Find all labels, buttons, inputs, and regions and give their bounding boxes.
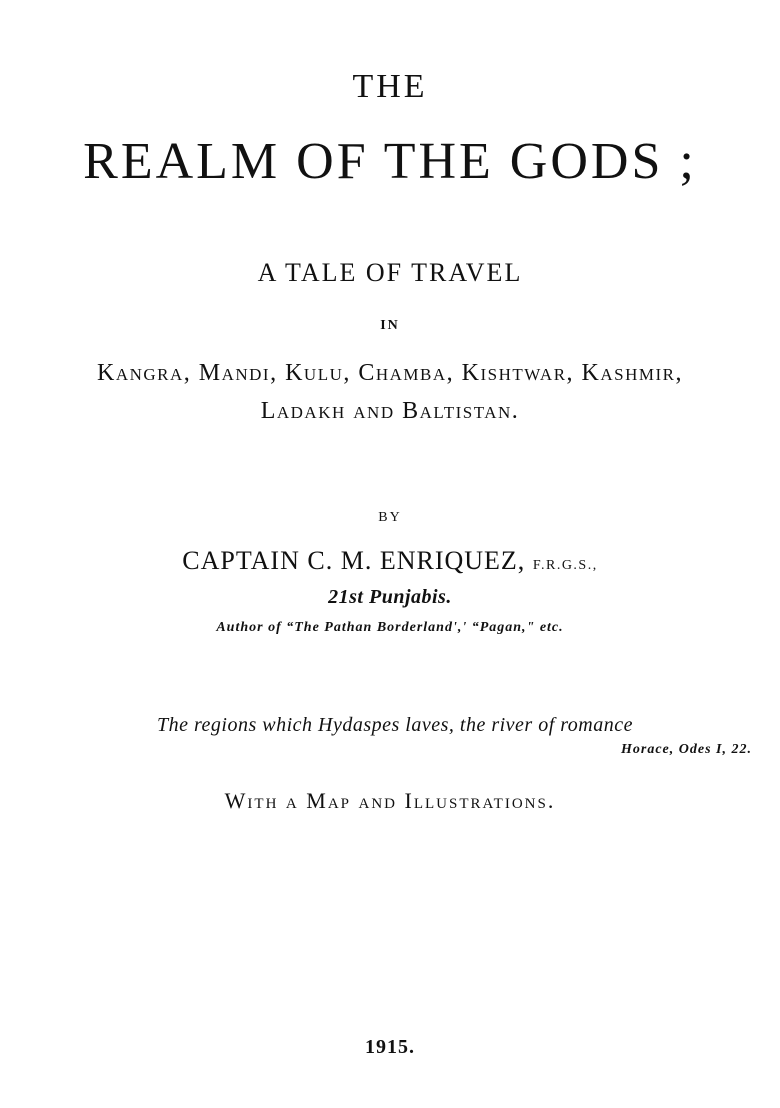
- map-illustrations-note: With a Map and Illustrations.: [224, 788, 556, 813]
- author-line: [0, 546, 780, 576]
- author-other-works: Author of “The Pathan Borderland',' “Pagan," etc.: [216, 620, 564, 635]
- by-label: BY: [378, 510, 402, 525]
- places-line-2: Ladakh and Baltistan.: [260, 398, 520, 424]
- book-subtitle: A TALE OF TRAVEL: [257, 258, 523, 287]
- book-title: REALM OF THE GODS ;: [83, 133, 697, 190]
- publication-year: 1915.: [365, 1036, 415, 1058]
- author-honors: F.R.G.S.,: [532, 558, 598, 573]
- title-article: THE: [352, 68, 428, 105]
- author-regiment: 21st Punjabis.: [328, 586, 452, 608]
- author-name: CAPTAIN C. M. ENRIQUEZ,: [182, 546, 526, 575]
- places-line-1: Kangra, Mandi, Kulu, Chamba, Kishtwar, Kashmir,: [96, 360, 683, 386]
- epigraph-source: Horace, Odes I, 22.: [621, 742, 752, 757]
- epigraph: The regions which Hydaspes laves, the river of romance: [157, 714, 633, 736]
- subtitle-connector: IN: [380, 318, 400, 333]
